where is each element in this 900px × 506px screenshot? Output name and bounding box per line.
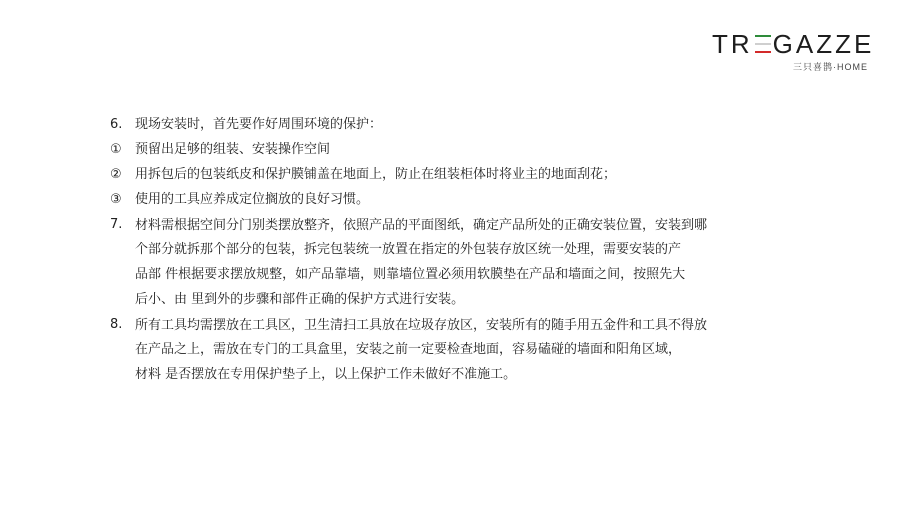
sub-item-marker: ③ [110,192,122,207]
item-number: 8. [110,317,123,332]
list-item-8 [110,312,790,337]
sub-item-1 [110,137,790,162]
item-7-continuation-3: 后小、由 里到外的步骤和部件正确的保护方式进行安装。 [135,292,465,307]
item-number: 7. [110,217,123,232]
item-text: 现场安装时，首先要作好周围环境的保护： [135,117,383,132]
sub-item-text: 预留出足够的组装、安装操作空间 [135,142,331,157]
item-number: 6. [110,117,123,132]
list-item-6 [110,112,790,137]
logo-flag-e-icon [755,33,771,55]
sub-item-marker: ② [110,167,122,182]
item-text: 所有工具均需摆放在工具区，卫生清扫工具放在垃圾存放区，安装所有的随手用五金件和工具不得放 [135,318,708,333]
instructions-body [110,112,790,387]
item-8-continuation-1: 在产品之上，需放在专门的工具盒里，安装之前一定要检查地面，容易磕碰的墙面和阳角区域， [135,342,682,357]
list-item-7 [110,212,790,237]
logo-word-left: TR [712,29,753,59]
logo-wordmark [712,29,875,59]
sub-item-3 [110,187,790,212]
logo-word-right: GAZZE [772,29,875,59]
item-7-continuation-2: 品部 件根据要求摆放规整，如产品靠墙，则靠墙位置必须用软膜垫在产品和墙面之间，按照先大 [135,267,686,282]
item-text: 材料需根据空间分门别类摆放整齐，依照产品的平面图纸，确定产品所处的正确安装位置，安装到哪 [135,218,708,233]
sub-item-text: 用拆包后的包装纸皮和保护膜铺盖在地面上，防止在组装柜体时将业主的地面刮花； [135,167,617,182]
sub-item-2 [110,162,790,187]
sub-item-marker: ① [110,142,122,157]
item-8-continuation-2: 材料 是否摆放在专用保护垫子上，以上保护工作未做好不准施工。 [135,367,517,382]
logo-subtitle: 三只喜鹊·HOME [793,62,868,72]
sub-item-text: 使用的工具应养成定位搁放的良好习惯。 [135,192,370,207]
item-7-continuation-1: 个部分就拆那个部分的包装，拆完包装统一放置在指定的外包装存放区统一处理，需要安装的产 [135,242,682,257]
brand-logo [712,29,875,73]
